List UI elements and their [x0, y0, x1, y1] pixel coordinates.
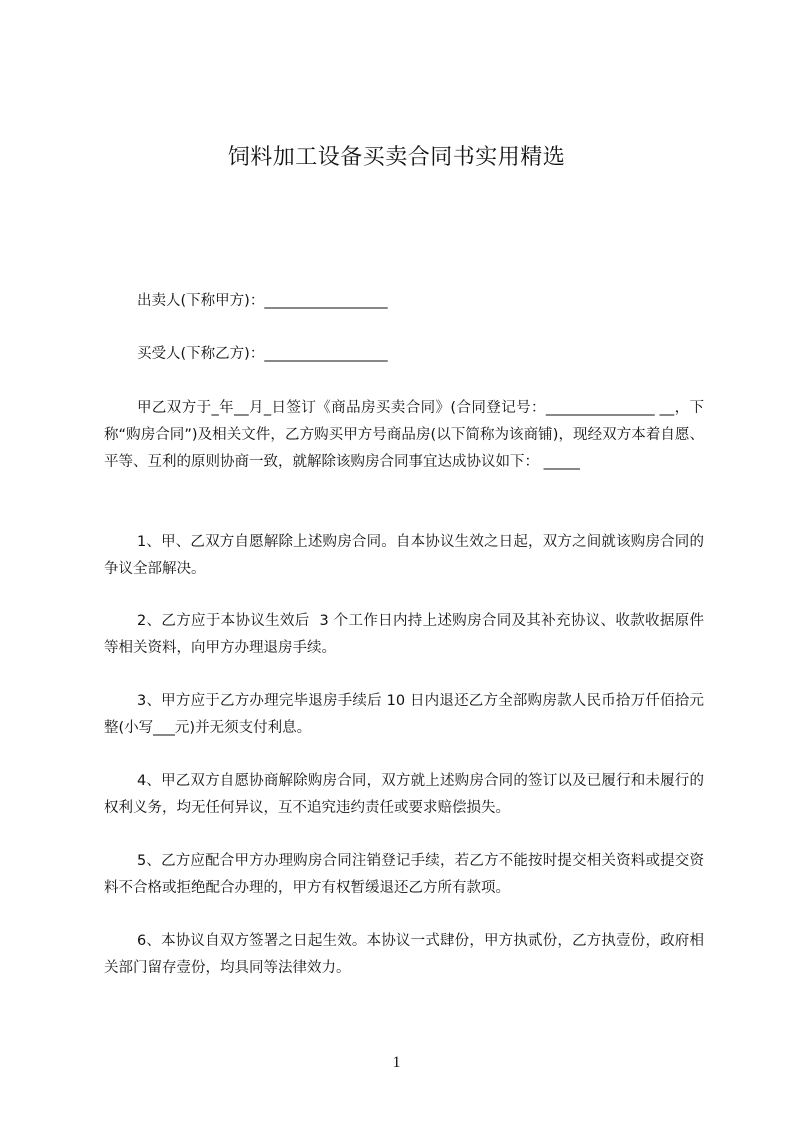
clause-4: 4、甲乙双方自愿协商解除购房合同，双方就上述购房合同的签订以及已履行和未履行的权利义务，均无任何异议，互不追究违约责任或要求赔偿损失。: [104, 773, 704, 816]
clause-2: 2、乙方应于本协议生效后 3 个工作日内持上述购房合同及其补充协议、收款收据原件等相关资料，向甲方办理退房手续。: [104, 613, 704, 656]
intro-paragraph: 甲乙双方于_年__月_日签订《商品房买卖合同》(合同登记号：_______________ __，下称“购房合同”)及相关文件，乙方购买甲方号商品房(以下简称为该商铺)，现经双方本着自愿、平等、互利的原则协商一致，就解除该购房合同事宜达成协议如下： _____: [104, 400, 704, 470]
seller-line: 出卖人(下称甲方)：_________________: [137, 293, 388, 309]
buyer-line: 买受人(下称乙方)：_________________: [137, 346, 388, 362]
clause-6: 6、本协议自双方签署之日起生效。本协议一式肆份，甲方执贰份，乙方执壹份，政府相关部门留存壹份，均具同等法律效力。: [104, 933, 704, 976]
page-number: 1: [392, 1054, 401, 1071]
clause-1: 1、甲、乙双方自愿解除上述购房合同。自本协议生效之日起，双方之间就该购房合同的争议全部解决。: [104, 534, 704, 577]
document-title: 饲料加工设备买卖合同书实用精选: [227, 145, 566, 170]
clause-3: 3、甲方应于乙方办理完毕退房手续后 10 日内退还乙方全部购房款人民币拾万仟佰拾元整(小写___元)并无须支付利息。: [104, 693, 704, 736]
clause-5: 5、乙方应配合甲方办理购房合同注销登记手续，若乙方不能按时提交相关资料或提交资料不合格或拒绝配合办理的，甲方有权暂缓退还乙方所有款项。: [104, 853, 704, 896]
